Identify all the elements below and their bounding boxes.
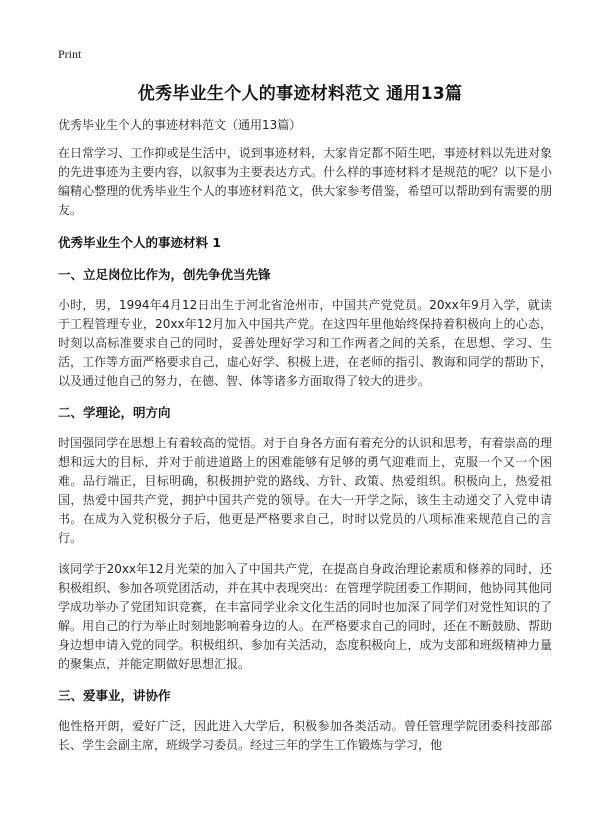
- page-title: 优秀毕业生个人的事迹材料范文 通用13篇: [137, 84, 463, 104]
- print-link[interactable]: Print: [58, 47, 82, 61]
- section-heading-3: 三、爱事业，讲协作: [58, 688, 171, 703]
- body-paragraph: 该同学于20xx年12月光荣的加入了中国共产党，在提高自身政治理论素质和修养的同时，还积极组织、参加各项党团活动，并在其中表现突出：在管理学院团委工作期间，他协同其他同学成功举办了党团知识竞赛，在丰富同学业余文化生活的同时也加深了同学们对党性知识的了解。用自己的行为举止时刻地影响着身边的人。在严格要求自己的同时，还在不断鼓励、帮助身边想申请入党的同学。积极组织、参加有关活动，态度积极向上，成为支部和班级精神力量的聚集点，并能定期做好思想汇报。: [58, 562, 552, 671]
- section-heading-1: 一、立足岗位比作为，创先争优当先锋: [58, 267, 271, 282]
- section-title: 优秀毕业生个人的事迹材料 1: [58, 235, 222, 250]
- document-subtitle: 优秀毕业生个人的事迹材料范文（通用13篇）: [58, 118, 302, 132]
- body-paragraph: 小时，男，1994年4月12日出生于河北省沧州市，中国共产党党员。20xx年9月入学，就读于工程管理专业，20xx年12月加入中国共产党。在这四年里他始终保持着积极向上的心态，时刻以高标准要求自己的同时，妥善处理好学习和工作两者之间的关系，在思想、学习、生活，工作等方面严格要求自己，虚心好学、积极上进，在老师的指引、教诲和同学的帮助下，以及通过他自己的努力，在德、智、体等诸多方面取得了较大的进步。: [58, 298, 552, 388]
- section-heading-2: 二、学理论，明方向: [58, 405, 171, 420]
- document-body: [58, 116, 552, 767]
- intro-paragraph: 在日常学习、工作抑或是生活中，说到事迹材料，大家肯定都不陌生吧，事迹材料以先进对象的先进事迹为主要内容，以叙事为主要表达方式。什么样的事迹材料才是规范的呢？以下是小编精心整理的优秀毕业生个人的事迹材料范文，供大家参考借鉴，希望可以帮助到有需要的朋友。: [58, 146, 552, 217]
- body-paragraph: 他性格开朗，爱好广泛，因此进入大学后，积极参加各类活动。曾任管理学院团委科技部部长、学生会副主席，班级学习委员。经过三年的学生工作锻炼与学习，他: [58, 719, 552, 752]
- body-paragraph: 时国强同学在思想上有着较高的觉悟。对于自身各方面有着充分的认识和思考，有着崇高的理想和远大的目标，并对于前进道路上的困难能够有足够的勇气迎难而上，克服一个又一个困难。品行端正，目标明确，积极拥护党的路线、方针、政策、热爱组织。积极向上，热爱祖国，热爱中国共产党，拥护中国共产党的领导。在大一开学之际，该生主动递交了入党申请书。在成为入党积极分子后，他更是严格要求自己，时时以党员的八项标准来规范自己的言行。: [58, 436, 552, 545]
